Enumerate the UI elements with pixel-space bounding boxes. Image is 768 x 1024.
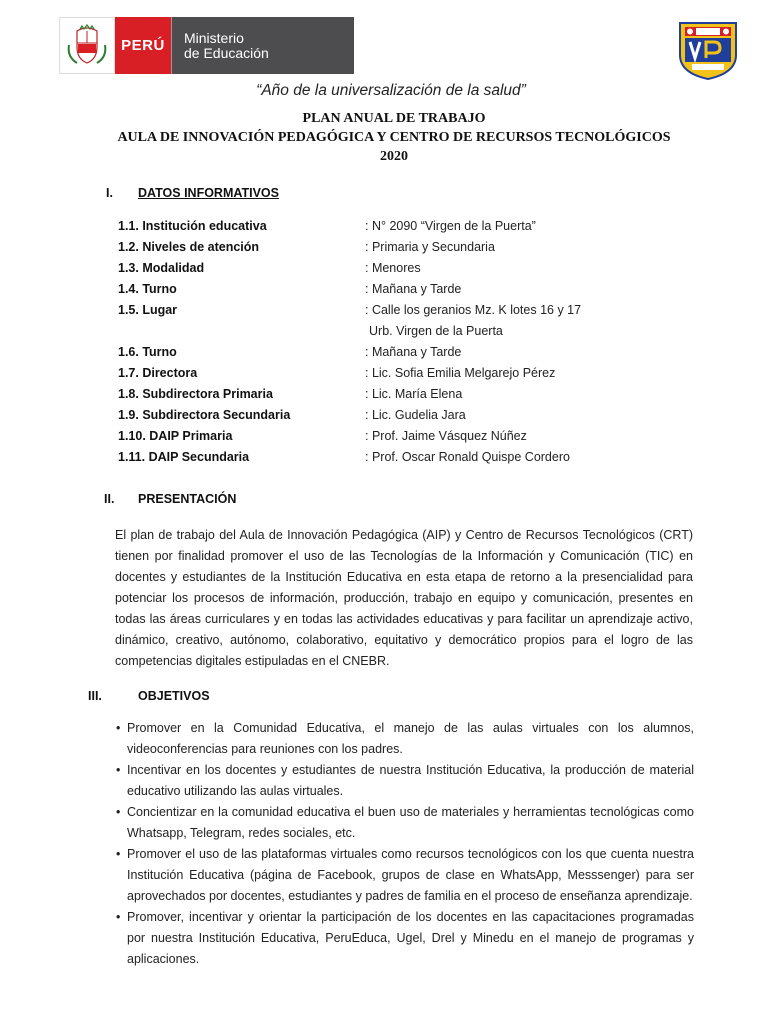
info-value: : Mañana y Tarde bbox=[365, 345, 462, 359]
info-row-lugar-cont bbox=[118, 324, 718, 344]
section-number: III. bbox=[88, 689, 102, 703]
list-item: • Promover el uso de las plataformas virtuales como recursos tecnológicos con los que cuenta nuestra Institución Educativa (página de Facebook, grupos de clase en WhatsApp, Messsenger) para ser aprovechados por docentes, estudiantes y padres de familia en el proceso de enseñanza aprendizaje. bbox=[116, 844, 694, 907]
section-label: DATOS INFORMATIVOS bbox=[138, 186, 279, 200]
list-item: • Incentivar en los docentes y estudiantes de nuestra Institución Educativa, la producción de material educativo utilizando las aulas virtuales. bbox=[116, 760, 694, 802]
info-value: : Primaria y Secundaria bbox=[365, 240, 495, 254]
document-year: 2020 bbox=[380, 149, 408, 164]
info-value: : Menores bbox=[365, 261, 421, 275]
info-value: : Lic. Gudelia Jara bbox=[365, 408, 466, 422]
info-row-modalidad bbox=[118, 261, 718, 281]
info-row-subdirectora-secundaria bbox=[118, 408, 718, 428]
info-value: : Prof. Jaime Vásquez Núñez bbox=[365, 429, 527, 443]
year-motto: “Año de la universalización de la salud” bbox=[256, 82, 526, 99]
list-item: • Concientizar en la comunidad educativa el buen uso de materiales y herramientas tecnológicas como Whatsapp, Telegram, redes sociales, etc. bbox=[116, 802, 694, 844]
info-row-turno-2 bbox=[118, 345, 718, 365]
document-title: PLAN ANUAL DE TRABAJO bbox=[302, 111, 486, 126]
brand-ministry-line2: de Educación bbox=[184, 44, 269, 61]
info-row-directora bbox=[118, 366, 718, 386]
info-value: : N° 2090 “Virgen de la Puerta” bbox=[365, 219, 536, 233]
info-row-niveles bbox=[118, 240, 718, 260]
list-item: • Promover en la Comunidad Educativa, el manejo de las aulas virtuales con los alumnos, videoconferencias para reuniones con los padres. bbox=[116, 718, 694, 760]
section-label: OBJETIVOS bbox=[138, 689, 210, 703]
section-label: PRESENTACIÓN bbox=[138, 492, 237, 506]
info-key: 1.1. Institución educativa bbox=[118, 219, 267, 233]
info-key: 1.9. Subdirectora Secundaria bbox=[118, 408, 291, 422]
coat-of-arms-icon bbox=[59, 17, 115, 74]
info-key: 1.8. Subdirectora Primaria bbox=[118, 387, 273, 401]
section-number: I. bbox=[106, 186, 113, 200]
brand-ministry-line1: Ministerio bbox=[184, 29, 244, 46]
info-key: 1.6. Turno bbox=[118, 345, 177, 359]
info-key: 1.3. Modalidad bbox=[118, 261, 205, 275]
school-badge-icon bbox=[676, 17, 740, 81]
info-value: : Mañana y Tarde bbox=[365, 282, 462, 296]
info-key: 1.11. DAIP Secundaria bbox=[118, 450, 250, 464]
brand-country: PERÚ bbox=[115, 17, 171, 74]
info-value: : Lic. Sofia Emilia Melgarejo Pérez bbox=[365, 366, 556, 380]
info-key: 1.2. Niveles de atención bbox=[118, 240, 260, 254]
brand-ministry bbox=[171, 17, 354, 74]
info-row-subdirectora-primaria bbox=[118, 387, 718, 407]
info-row-daip-secundaria bbox=[118, 450, 718, 470]
info-value: : Prof. Oscar Ronald Quispe Cordero bbox=[365, 450, 570, 464]
info-key: 1.7. Directora bbox=[118, 366, 198, 380]
minedu-logo bbox=[59, 17, 354, 74]
presentacion-paragraph: El plan de trabajo del Aula de Innovación Pedagógica (AIP) y Centro de Recursos Tecnológicos (CRT) tienen por finalidad promover el uso de las Tecnologías de la Información y Comunicación (TIC) en docentes y estudiantes de la Institución Educativa en esta etapa de retorno a la presencialidad para potenciar los procesos de información, producción, trabajo en equipo y comunicación, presentes en todas las áreas curriculares y en todas las actividades educativas y para facilitar un aprendizaje activo, dinámico, creativo, autónomo, colaborativo, equitativo y democrático propios para el logro de las competencias digitales estipuladas en el CNEBR. bbox=[115, 528, 693, 668]
info-row-lugar bbox=[118, 303, 718, 323]
info-row-daip-primaria bbox=[118, 429, 718, 449]
info-key: 1.5. Lugar bbox=[118, 303, 178, 317]
info-row-turno bbox=[118, 282, 718, 302]
info-key: 1.4. Turno bbox=[118, 282, 177, 296]
list-item: • Promover, incentivar y orientar la participación de los docentes en las capacitaciones programadas por nuestra Institución Educativa, PeruEduca, Ugel, Drel y Minedu en el manejo de programas y aplicaciones. bbox=[116, 907, 694, 970]
objetivos-list bbox=[116, 718, 694, 970]
info-value: : Calle los geranios Mz. K lotes 16 y 17 bbox=[365, 303, 582, 317]
document-subtitle: AULA DE INNOVACIÓN PEDAGÓGICA Y CENTRO DE RECURSOS TECNOLÓGICOS bbox=[117, 130, 671, 145]
info-value: Urb. Virgen de la Puerta bbox=[369, 324, 503, 338]
section-number: II. bbox=[104, 492, 115, 506]
info-key: 1.10. DAIP Primaria bbox=[118, 429, 233, 443]
info-row-institucion bbox=[118, 219, 718, 239]
info-value: : Lic. María Elena bbox=[365, 387, 463, 401]
